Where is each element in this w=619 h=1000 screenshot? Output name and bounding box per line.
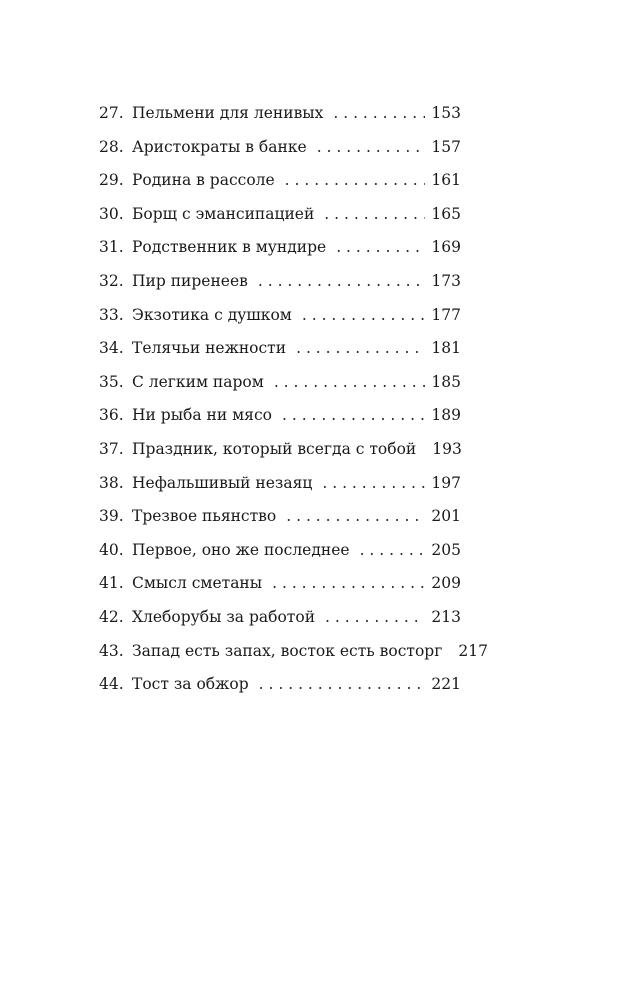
toc-entry — [99, 104, 461, 138]
toc-entry — [99, 641, 488, 676]
table-of-contents — [99, 104, 488, 709]
toc-entry-page: 197 — [431, 473, 461, 492]
toc-entry-title: Запад есть запах, восток есть восторг — [132, 641, 443, 660]
toc-entry-page: 201 — [431, 507, 461, 526]
toc-entry-title: Хлеборубы за работой — [132, 607, 316, 626]
toc-entry-page: 189 — [431, 406, 461, 425]
toc-entry-page: 153 — [431, 104, 461, 122]
toc-entry-number: 36. — [99, 406, 124, 425]
toc-leader-dots — [259, 675, 426, 693]
toc-entry — [99, 541, 461, 575]
toc-entry-number: 42. — [99, 607, 124, 626]
toc-entry-number: 41. — [99, 574, 124, 593]
toc-leader-dots — [258, 272, 426, 290]
toc-entry-page: 169 — [431, 238, 461, 257]
toc-entry-page: 221 — [431, 675, 461, 694]
toc-entry — [99, 272, 461, 306]
toc-entry-number: 34. — [99, 339, 124, 358]
toc-entry — [99, 339, 461, 373]
toc-leader-dots — [286, 507, 425, 525]
toc-entry-title: Родственник в мундире — [132, 238, 327, 257]
toc-entry-number: 27. — [99, 104, 124, 122]
toc-entry-number: 44. — [99, 675, 124, 694]
toc-entry — [99, 205, 461, 239]
toc-entry-title: Родина в рассоле — [132, 171, 275, 190]
toc-entry-number: 29. — [99, 171, 124, 190]
toc-entry-number: 33. — [99, 305, 124, 324]
toc-entry-title: Пельмени для ленивых — [132, 104, 324, 122]
toc-entry-number: 31. — [99, 238, 124, 257]
toc-entry-number: 28. — [99, 137, 124, 156]
toc-entry-number: 32. — [99, 271, 124, 290]
toc-entry-title: Смысл сметаны — [132, 574, 263, 593]
toc-entry-page: 193 — [432, 439, 462, 458]
toc-leader-dots — [282, 406, 425, 424]
toc-entry — [99, 675, 461, 709]
toc-leader-dots — [272, 574, 425, 592]
toc-entry-title: Пир пиренеев — [132, 271, 248, 290]
toc-entry — [99, 406, 461, 440]
toc-leader-dots — [322, 474, 425, 492]
toc-entry-title: Тост за обжор — [132, 675, 249, 694]
toc-entry-number: 38. — [99, 473, 124, 492]
toc-entry-title: Аристократы в банке — [132, 137, 307, 156]
toc-entry-page: 181 — [431, 339, 461, 358]
toc-entry-title: Ни рыба ни мясо — [132, 406, 272, 425]
toc-entry — [99, 474, 461, 508]
toc-entry-number: 40. — [99, 540, 124, 559]
toc-leader-dots — [324, 205, 425, 223]
toc-entry-number: 43. — [99, 641, 124, 660]
toc-entry — [99, 138, 461, 172]
toc-entry-page: 185 — [431, 372, 461, 391]
toc-entry-number: 37. — [99, 439, 124, 458]
toc-entry-page: 217 — [458, 641, 488, 660]
toc-entry-number: 35. — [99, 372, 124, 391]
toc-entry — [99, 373, 461, 407]
toc-leader-dots — [336, 238, 425, 256]
toc-leader-dots — [360, 541, 426, 559]
toc-entry-page: 165 — [431, 204, 461, 223]
toc-leader-dots — [325, 608, 425, 626]
toc-leader-dots — [274, 373, 426, 391]
toc-entry-page: 157 — [431, 137, 461, 156]
toc-entry — [99, 171, 461, 205]
toc-leader-dots — [317, 138, 426, 156]
toc-entry — [99, 238, 461, 272]
toc-entry-title: Телячьи нежности — [132, 339, 287, 358]
toc-entry-title: Первое, оно же последнее — [132, 540, 350, 559]
toc-entry — [99, 306, 461, 340]
toc-entry-number: 30. — [99, 204, 124, 223]
toc-entry-title: Борщ с эмансипацией — [132, 204, 315, 223]
toc-entry — [99, 574, 461, 608]
toc-entry-page: 161 — [431, 171, 461, 190]
toc-entry-page: 209 — [431, 574, 461, 593]
toc-entry — [99, 440, 461, 474]
toc-entry-number: 39. — [99, 507, 124, 526]
toc-leader-dots — [296, 339, 425, 357]
toc-entry-title: Нефальшивый незаяц — [132, 473, 313, 492]
toc-entry-page: 173 — [431, 271, 461, 290]
toc-entry-page: 205 — [431, 540, 461, 559]
toc-leader-dots — [333, 104, 425, 122]
toc-entry-title: С легким паром — [132, 372, 264, 391]
toc-leader-dots — [285, 171, 426, 189]
toc-leader-dots — [302, 306, 426, 324]
toc-entry — [99, 507, 461, 541]
toc-entry-page: 177 — [431, 305, 461, 324]
toc-entry-title: Праздник, который всегда с тобой — [132, 439, 417, 458]
toc-entry-page: 213 — [431, 607, 461, 626]
toc-entry-title: Трезвое пьянство — [132, 507, 277, 526]
toc-entry — [99, 608, 461, 642]
toc-entry-title: Экзотика с душком — [132, 305, 292, 324]
